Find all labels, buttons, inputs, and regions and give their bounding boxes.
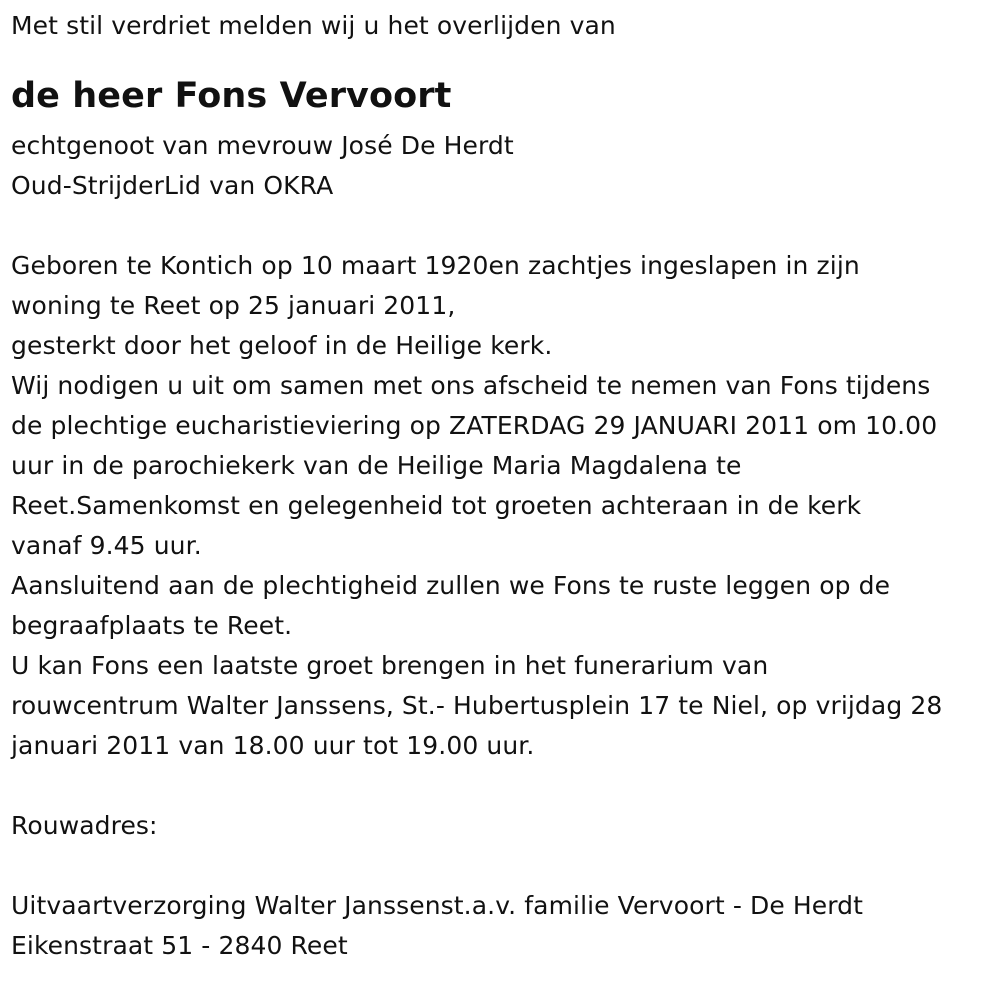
body-line: uur in de parochiekerk van de Heilige Maria Magdalena te: [11, 451, 742, 480]
body-line: Wij nodigen u uit om samen met ons afscheid te nemen van Fons tijdens: [11, 371, 931, 400]
announcement-body: [11, 246, 991, 766]
body-line: vanaf 9.45 uur.: [11, 531, 202, 560]
deceased-name: de heer Fons Vervoort: [11, 76, 452, 116]
body-line: rouwcentrum Walter Janssens, St.- Hubertusplein 17 te Niel, op vrijdag 28: [11, 691, 943, 720]
body-line: begraafplaats te Reet.: [11, 611, 293, 640]
obituary-document: [11, 6, 991, 966]
affiliation-line: Oud-StrijderLid van OKRA: [11, 171, 334, 200]
rouwadres-label: Rouwadres:: [11, 811, 158, 840]
body-line: gesterkt door het geloof in de Heilige kerk.: [11, 331, 553, 360]
body-line: U kan Fons een laatste groet brengen in het funerarium van: [11, 651, 769, 680]
body-line: de plechtige eucharistieviering op ZATERDAG 29 JANUARI 2011 om 10.00: [11, 411, 938, 440]
paragraph-gap: [11, 206, 991, 246]
body-line: woning te Reet op 25 januari 2011,: [11, 291, 456, 320]
body-line: Aansluitend aan de plechtigheid zullen we Fons te ruste leggen op de: [11, 571, 891, 600]
paragraph-gap: [11, 766, 991, 806]
body-line: januari 2011 van 18.00 uur tot 19.00 uur.: [11, 731, 535, 760]
rouwadres-line-2: Eikenstraat 51 - 2840 Reet: [11, 931, 348, 960]
intro-text: Met stil verdriet melden wij u het overlijden van: [11, 11, 616, 40]
body-line: Geboren te Kontich op 10 maart 1920en zachtjes ingeslapen in zijn: [11, 251, 860, 280]
paragraph-gap: [11, 846, 991, 886]
rouwadres-line-1: Uitvaartverzorging Walter Janssenst.a.v. familie Vervoort - De Herdt: [11, 891, 864, 920]
spouse-line: echtgenoot van mevrouw José De Herdt: [11, 131, 514, 160]
body-line: Reet.Samenkomst en gelegenheid tot groeten achteraan in de kerk: [11, 491, 862, 520]
